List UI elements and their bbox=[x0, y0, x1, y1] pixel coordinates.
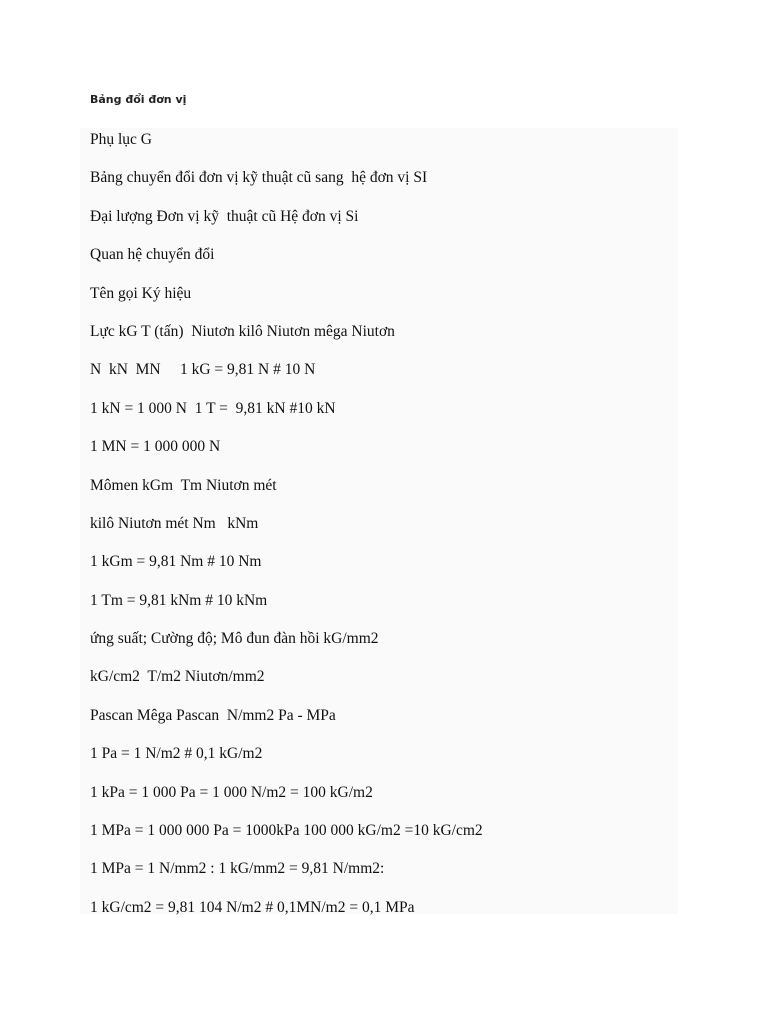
text-line: Tên gọi Ký hiệu bbox=[90, 284, 192, 302]
text-line: 1 Tm = 9,81 kNm # 10 kNm bbox=[90, 591, 268, 609]
text-line: 1 MN = 1 000 000 N bbox=[90, 438, 221, 456]
text-line: 1 kG/cm2 = 9,81 104 N/m2 # 0,1MN/m2 = 0,1 MPa bbox=[90, 898, 415, 916]
text-line: 1 kN = 1 000 N 1 T = 9,81 kN #10 kN bbox=[90, 399, 336, 417]
text-line: 1 MPa = 1 N/mm2 : 1 kG/mm2 = 9,81 N/mm2: bbox=[90, 860, 385, 878]
text-line: Phụ lục G bbox=[90, 131, 152, 148]
text-line: 1 kGm = 9,81 Nm # 10 Nm bbox=[90, 553, 262, 571]
text-line: 1 kPa = 1 000 Pa = 1 000 N/m2 = 100 kG/m2 bbox=[90, 783, 373, 801]
text-line: ứng suất; Cường độ; Mô đun đàn hồi kG/mm2 bbox=[90, 630, 379, 648]
text-line: Mômen kGm Tm Niutơn mét bbox=[90, 476, 277, 494]
document-heading: Bảng đổi đơn vị bbox=[90, 93, 187, 106]
text-lines bbox=[90, 130, 676, 936]
text-line: Đại lượng Đơn vị kỹ thuật cũ Hệ đơn vị Si bbox=[90, 207, 359, 225]
text-line: Quan hệ chuyển đổi bbox=[90, 246, 215, 264]
text-line: kG/cm2 T/m2 Niutơn/mm2 bbox=[90, 668, 265, 686]
text-line: kilô Niutơn mét Nm kNm bbox=[90, 514, 259, 532]
text-line: 1 MPa = 1 000 000 Pa = 1000kPa 100 000 kG/m2 =10 kG/cm2 bbox=[90, 822, 483, 840]
text-line: 1 Pa = 1 N/m2 # 0,1 kG/m2 bbox=[90, 745, 263, 763]
text-line: N kN MN 1 kG = 9,81 N # 10 N bbox=[90, 361, 316, 379]
text-line: Pascan Mêga Pascan N/mm2 Pa - MPa bbox=[90, 706, 336, 724]
text-line: Bảng chuyển đổi đơn vị kỹ thuật cũ sang hệ đơn vị SI bbox=[90, 169, 428, 187]
text-line: Lực kG T (tấn) Niutơn kilô Niutơn mêga Niutơn bbox=[90, 322, 395, 340]
